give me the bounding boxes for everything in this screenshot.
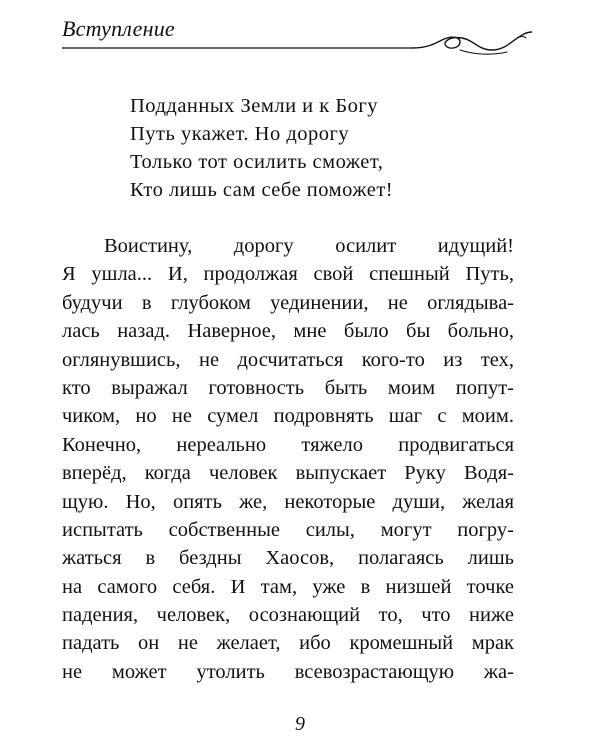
verse-line: Только тот осилить сможет, <box>130 151 384 173</box>
text-line: будучи в глубоком уединении, не оглядыва- <box>62 291 514 314</box>
text-line: на самого себя. И там, уже в низшей точке <box>62 575 514 598</box>
page-number: 9 <box>295 713 305 735</box>
text-line: Я ушла... И, продолжая свой спешный Путь, <box>62 263 514 286</box>
body-paragraph <box>62 232 514 686</box>
text-line: падения, человек, осознающий то, что ниже <box>62 604 514 627</box>
running-header <box>62 14 532 56</box>
chapter-title: Вступление <box>62 16 175 41</box>
verse-block <box>130 92 450 204</box>
text-line: чиком, но не сумел подровнять шаг с моим. <box>62 405 514 428</box>
text-line: кто выражал готовность быть моим попут- <box>62 376 514 399</box>
verse-line: Подданных Земли и к Богу <box>130 95 379 117</box>
text-line: вперёд, когда человек выпускает Руку Водя- <box>62 462 514 485</box>
text-line: не может утолить всевозрастающую жа- <box>62 660 514 683</box>
verse-line: Путь укажет. Но дорогу <box>130 123 350 145</box>
text-line: лась назад. Наверное, мне было бы больно, <box>62 320 514 343</box>
text-line: жаться в бездны Хаосов, полагаясь лишь <box>62 547 514 570</box>
text-line: падать он не желает, ибо кромешный мрак <box>62 632 514 655</box>
text-line: щую. Но, опять же, некоторые души, желая <box>62 490 514 513</box>
text-line: испытать собственные силы, могут погру- <box>62 518 514 541</box>
verse-line: Кто лишь сам себе поможет! <box>130 179 394 201</box>
text-line: Воистину, дорогу осилит идущий! <box>104 235 514 257</box>
text-line: оглянувшись, не досчитаться кого-то из тех, <box>62 348 514 371</box>
text-line: Конечно, нереально тяжело продвигаться <box>62 433 514 456</box>
